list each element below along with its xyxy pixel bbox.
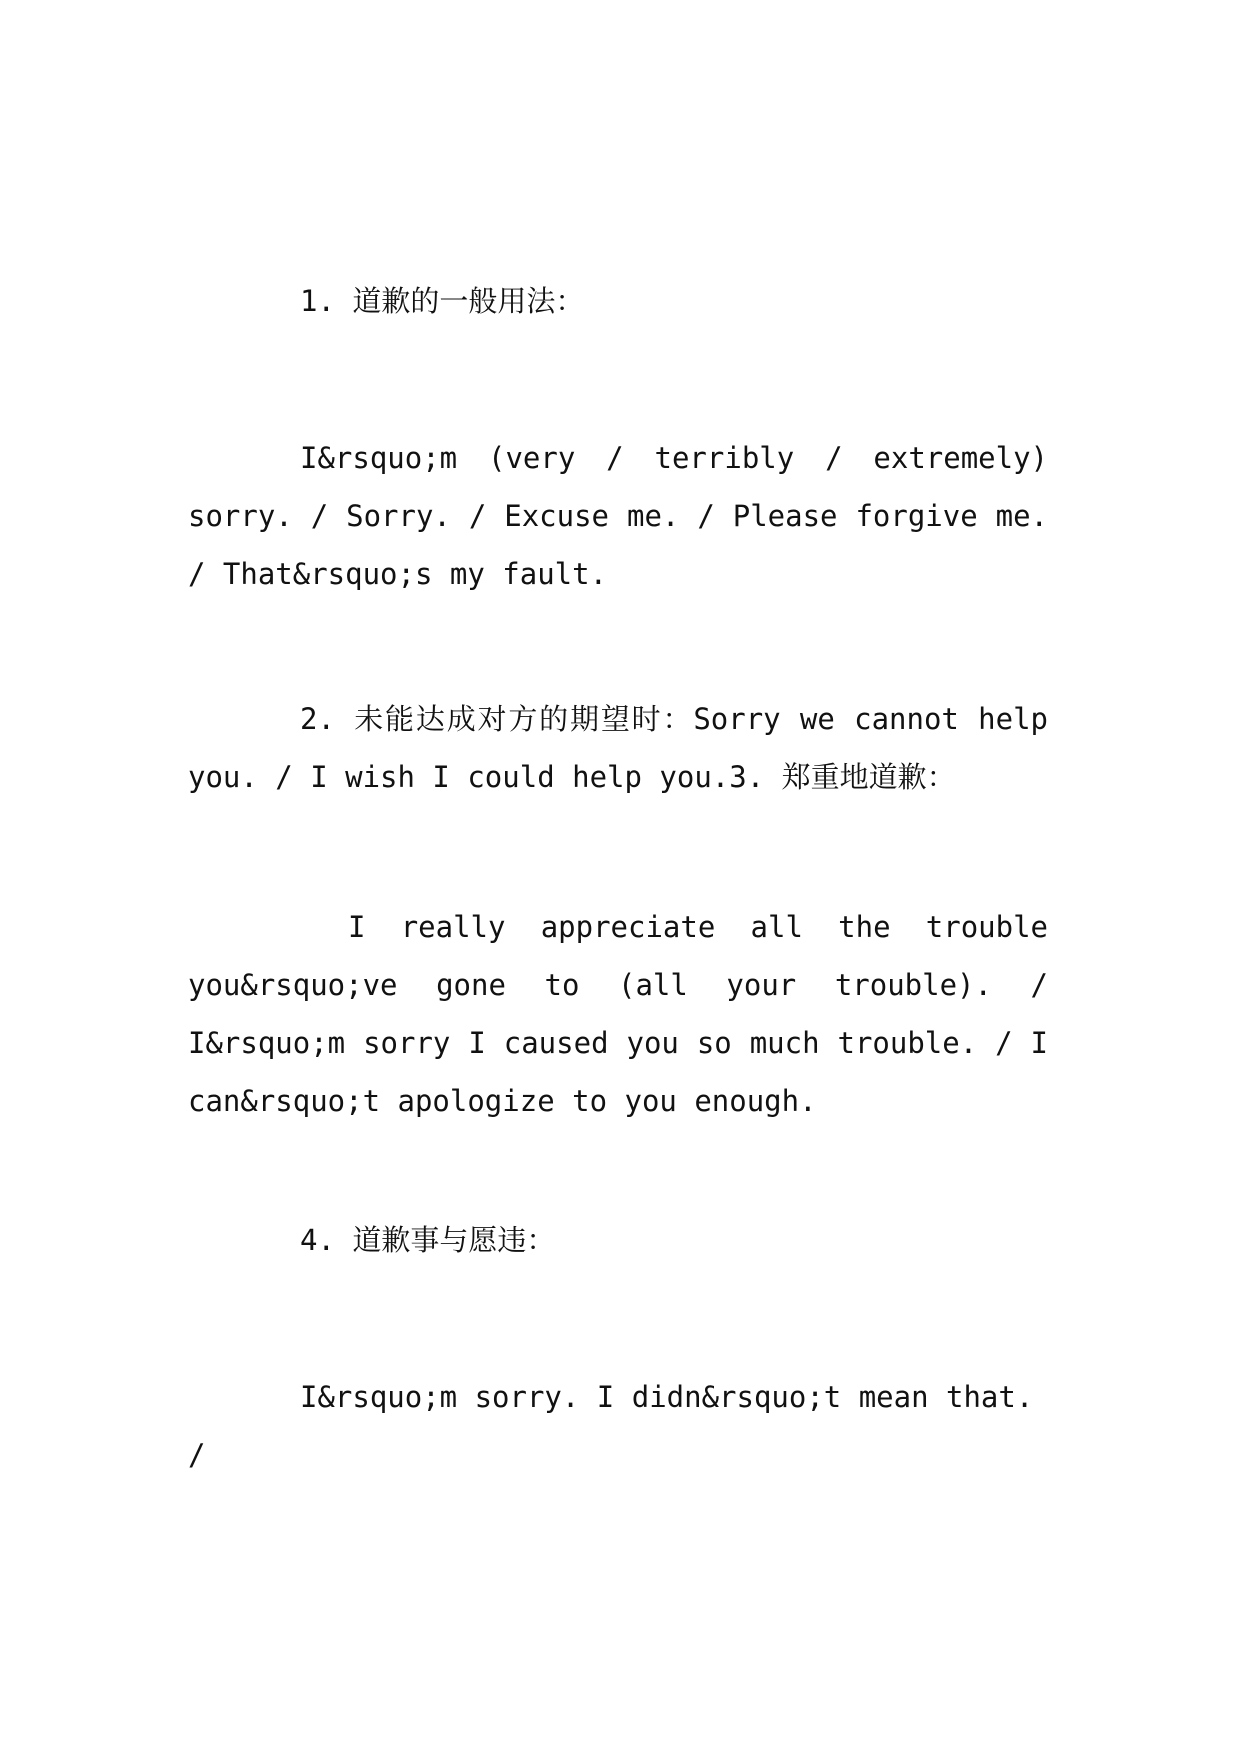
paragraph-formal-apology: I really appreciate all the trouble you&rsquo;ve gone to (all your trouble). / I&rsquo;m sorry I caused you so much trouble. / I can&rsquo;t apologize to you enough. [188, 910, 1048, 1118]
paragraph-unintended: I&rsquo;m sorry. I didn&rsquo;t mean that. / [188, 1380, 1034, 1472]
paragraph-general-apologies: I&rsquo;m (very / terribly / extremely) sorry. / Sorry. / Excuse me. / Please forgive me. / That&rsquo;s my fault. [188, 441, 1048, 591]
paragraph-cannot-help: 2. 未能达成对方的期望时：Sorry we cannot help you. / I wish I could help you.3. 郑重地道歉： [188, 702, 1048, 794]
heading-unintended: 4. 道歉事与愿违： [300, 1223, 556, 1257]
heading-general-usage: 1. 道歉的一般用法： [300, 284, 585, 318]
